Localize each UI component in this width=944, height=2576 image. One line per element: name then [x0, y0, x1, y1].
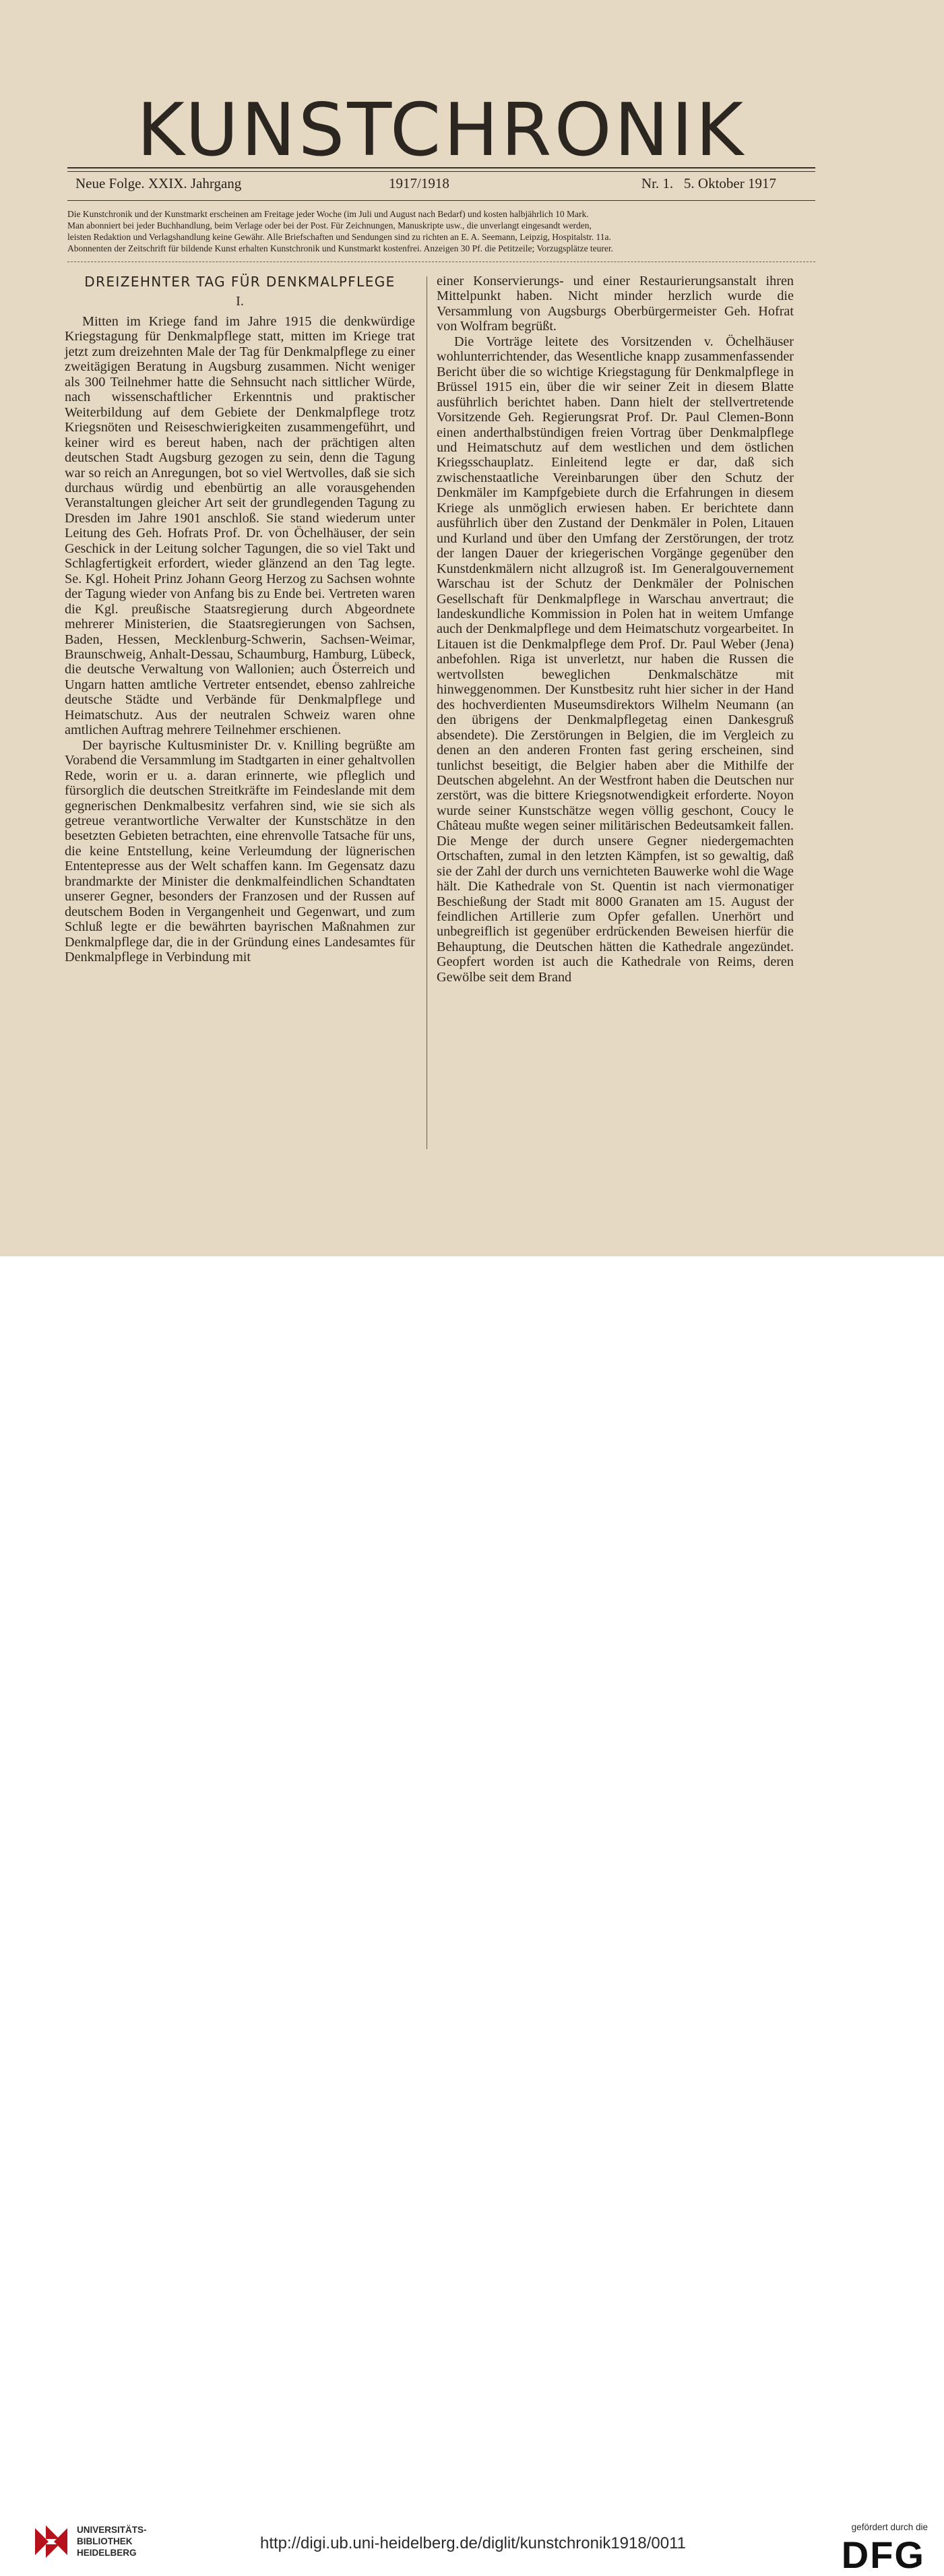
library-name-line: BIBLIOTHEK	[77, 2536, 133, 2546]
masthead-rule	[67, 167, 815, 168]
dfg-logo: DFG	[841, 2534, 925, 2576]
masthead-title: KUNSTCHRONIK	[136, 88, 747, 173]
article-paragraph: Mitten im Kriege fand im Jahre 1915 die denkwürdige Kriegstagung für Denkmalpflege statt, mitten im Kriege trat jetzt zum dreizehnten Male der Tag für Denkmalpflege zu einer zweitägigen Beratung in Augsburg zusammen. Nicht weniger als 300 Teilnehmer hatte die Sehnsucht nach sittlicher Würde, nach wissenschaftlicher Erkenntnis und praktischer Weiterbildung auf dem Gebiete der Denkmalpflege trotz Kriegsnöten und Reiseschwierigkeiten zusammengeführt, und keiner wird es bereut haben, nach der prächtigen alten deutschen Stadt Augsburg gezogen zu sein, denn die Tagung war so reich an Anregungen, bot so viel Wertvolles, daß sie sich durchaus würdig und ebenbürtig an alle vorausgehenden Veranstaltungen gleicher Art seit der grundlegenden Tagung zu Dresden im Jahre 1901 anschloß. Sie stand wiederum unter Leitung des Geh. Hofrats Prof. Dr. von Öchelhäuser, der sein Geschick in der Leitung solcher Tagungen, die so viel Takt und Schlagfertigkeit erfordert, wieder glänzend an den Tag legte. Se. Kgl. Hoheit Prinz Johann Georg Herzog zu Sachsen wohnte der Tagung wieder von Anfang bis zu Ende bei. Vertreten waren die Kgl. preußische Staatsregierung durch Abgeordnete mehrerer Ministerien, die Staatsregierungen von Sachsen, Baden, Hessen, Mecklenburg-Schwerin, Sachsen-Weimar, Braunschweig, Anhalt-Dessau, Schaumburg, Hamburg, Lübeck, die deutsche Verwaltung von Wallonien; auch Österreich und Ungarn hatten amtliche Vertreter entsendet, ebenso zahlreiche deutsche Städte und Verbände für Denkmalpflege und Heimatschutz. Aus der neutralen Schweiz waren ohne amtlichen Auftrag mehrere Teilnehmer erschienen.	[65, 314, 415, 738]
article-paragraph: Die Vorträge leitete des Vorsitzenden v. Öchelhäuser wohlunterrichtender, das Wesentliche knapp zusammenfassender Bericht über die so wichtige Kriegstagung für Denkmalpflege in Brüssel 1915 ein, über die wir seiner Zeit in diesem Blatte ausführlich berichtet haben. Dann hielt der stellvertretende Vorsitzende Geh. Regierungsrat Prof. Dr. Paul Clemen-Bonn einen anderthalbstündigen freien Vortrag über Denkmalpflege und Heimatschutz auf dem westlichen und dem östlichen Kriegsschauplatz. Einleitend legte er dar, daß sich zwischenstaatliche Vereinbarungen über den Schutz der Denkmäler im Kampfgebiete durch die Erfahrungen in diesem Kriege als unmöglich erwiesen haben. Er berichtete dann ausführlich über den Zustand der Denkmäler in Polen, Litauen und Kurland und über den Umfang der Zerstörungen, der trotz der langen Dauer der kriegerischen Vorgänge gegenüber den Kunstdenkmälern nicht allzugroß ist. Im Generalgouvernement Warschau ist der Schutz der Denkmäler der Polnischen Gesellschaft für Denkmalpflege in Warschau anvertraut; die landeskundliche Kommission in Polen hat in weitem Umfange auch der Denkmalpflege und dem Heimatschutz vorgearbeitet. In Litauen ist die Denkmalpflege dem Prof. Dr. Paul Weber (Jena) anbefohlen. Riga ist unverletzt, nur haben die Russen die wertvollsten beweglichen Denkmalschätze mit hinweggenommen. Der Kunstbesitz ruht hier sicher in der Hand des hochverdienten Museumsdirektors Wilhelm Neumann (an den übrigens der Denkmalpflegetag einen Dankesgruß absendete). Die Zerstörungen in Belgien, die im Vergleich zu denen an den anderen Fronten fast gering erscheinen, sind tunlichst beseitigt, die Belgier haben aber die Mithilfe der Deutschen abgelehnt. An der Westfront haben die Deutschen nur zerstört, was die bittere Kriegsnotwendigkeit erforderte. Noyon wurde seiner Kunstschätze wegen völlig geschont, Coucy le Château mußte wegen seiner militärischen Bedeutsamkeit fallen. Die Menge der durch unsere Gegner niedergemachten Ortschaften, zumal in den letzten Kämpfen, ist so gewaltig, daß sie der Zahl der durch uns vernichteten Bauwerke wohl die Wage hält. Die Kathedrale von St. Quentin ist nach viermonatiger Beschießung der Stadt mit 8000 Granaten am 15. August der feindlichen Artillerie zum Opfer gefallen. Unerhört und unbegreiflich ist gegenüber erdrückenden Beweisen hierfür die Behauptung, die Deutschen hätten die Kathedrale angezündet. Geopfert worden ist auch die Kathedrale von Reims, deren Gewölbe seit dem Brand	[437, 334, 794, 985]
issue-series: Neue Folge. XXIX. Jahrgang	[75, 175, 242, 191]
subscription-line: Die Kunstchronik und der Kunstmarkt erscheinen am Freitage jeder Woche (im Juli und August nach Bedarf) und kosten halbjährlich 10 Mark.	[67, 209, 589, 219]
issue-year: 1917/1918	[389, 175, 449, 191]
article-section-number: I.	[236, 294, 244, 309]
source-url[interactable]: http://digi.ub.uni-heidelberg.de/diglit/kunstchronik1918/0011	[260, 2534, 686, 2552]
article-paragraph: Der bayrische Kultusminister Dr. v. Knilling begrüßte am Vorabend die Versammlung im Stadtgarten in einer gehaltvollen Rede, worin er u. a. daran erinnerte, wie pfleglich und fürsorglich die deutschen Streitkräfte im Feindeslande mit dem gegnerischen Denkmalbesitz verfahren sind, wie sie sich als getreue verantwortliche Verwalter der Kunstschätze in den besetzten Gebieten betrachten, eine ehrenvolle Tatsache für uns, die keine Entstellung, keine Verleumdung der lügnerischen Ententepresse aus der Welt schaffen kann. Im Gegensatz dazu brandmarkte der Minister die denkmalfeindlichen Schandtaten unserer Gegner, besonders der Franzosen und der Russen auf deutschem Boden in Vergangenheit und Gegenwart, und zum Schluß legte er die bewährten bayrischen Maßnahmen zur Denkmalpflege dar, die in der Gründung eines Landesamtes für Denkmalpflege in Verbindung mit	[65, 737, 415, 965]
subscription-line: leisten Redaktion und Verlagshandlung keine Gewähr. Alle Briefschaften und Sendungen sind zu richten an E. A. Seemann, Leipzig, Hospitalstr. 11a.	[67, 232, 611, 242]
university-library-name	[77, 2524, 147, 2558]
article-paragraph: einer Konservierungs- und einer Restaurierungsanstalt ihren Mittelpunkt haben. Nicht minder herzlich wurde die Versammlung von Augsburgs Oberbürgermeister Geh. Hofrat von Wolfram begrüßt.	[437, 274, 794, 334]
article-column-right	[437, 274, 794, 985]
digitization-footer	[0, 1256, 944, 2576]
scanned-page	[0, 0, 944, 1256]
subscription-line: Man abonniert bei jeder Buchhandlung, beim Verlage oder bei der Post. Für Zeichnungen, Manuskripte usw., die unverlangt eingesandt werden,	[67, 220, 592, 231]
subscription-notice	[67, 208, 815, 254]
university-library-logo-icon	[31, 2521, 71, 2562]
subscription-line: Abonnenten der Zeitschrift für bildende Kunst erhalten Kunstchronik und Kunstmarkt kostenfrei. Anzeigen 30 Pf. die Petitzeile; Vorzugsplätze teurer.	[67, 243, 614, 253]
issue-line	[75, 175, 776, 197]
issue-rule	[67, 200, 815, 201]
library-name-line: UNIVERSITÄTS-	[77, 2525, 147, 2535]
masthead-rule-thin	[67, 171, 815, 172]
funded-by-label: gefördert durch die	[851, 2522, 928, 2532]
article-title: DREIZEHNTER TAG FÜR DENKMALPFLEGE	[84, 274, 396, 290]
issue-number-date: Nr. 1. 5. Oktober 1917	[641, 175, 776, 191]
library-name-line: HEIDELBERG	[77, 2548, 137, 2558]
article-column-left	[65, 274, 415, 964]
